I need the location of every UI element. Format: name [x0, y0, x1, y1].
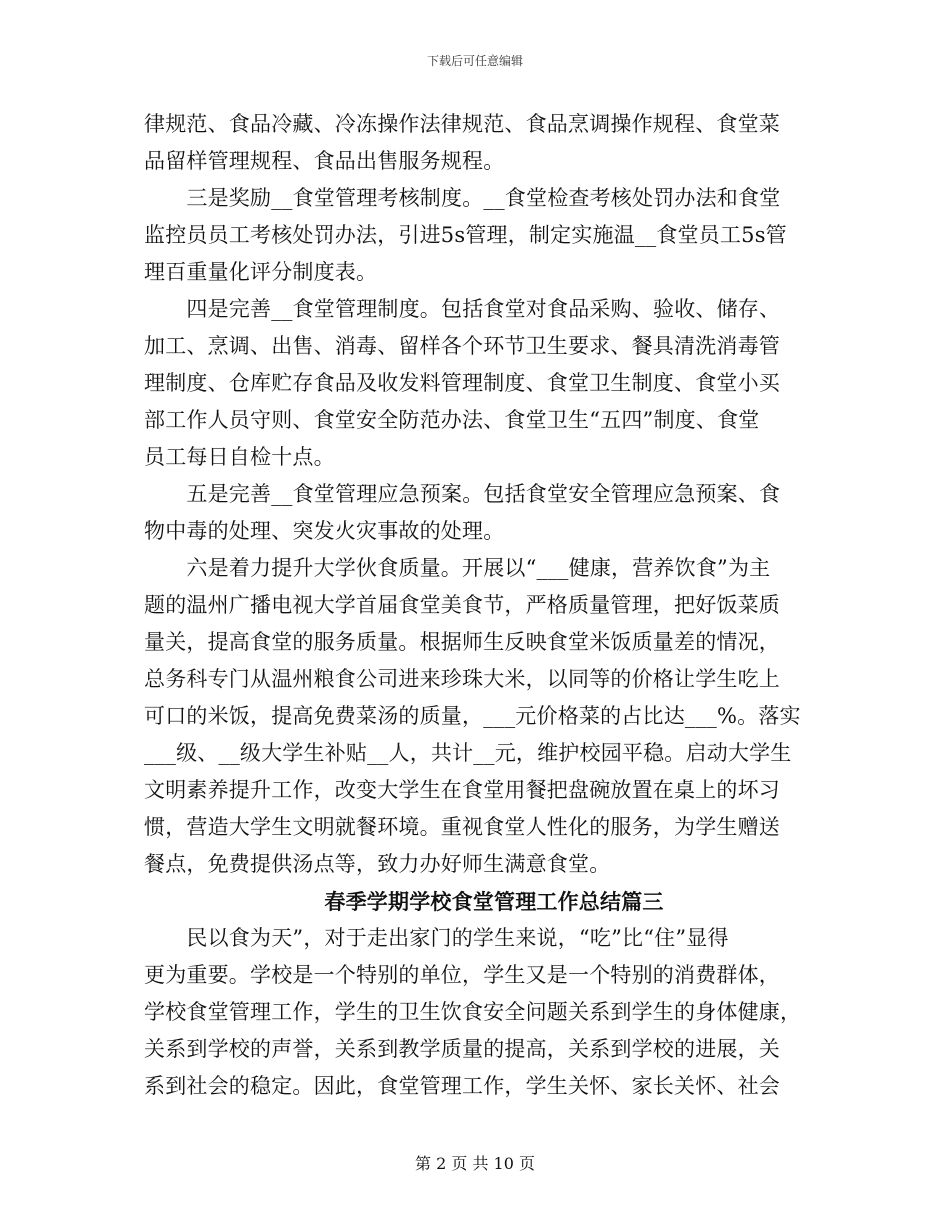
text-line: 律规范、食品冷藏、冷冻操作法律规范、食品烹调操作规程、食堂菜 [144, 112, 780, 136]
page-number: 第 2 页 共 10 页 [415, 1154, 535, 1173]
text-line: 四是完善__食堂管理制度。包括食堂对食品采购、验收、储存、 [144, 297, 781, 321]
text-line: 理制度、仓库贮存食品及收发料管理制度、食堂卫生制度、食堂小买 [144, 371, 780, 395]
text-line: 可口的米饭，提高免费菜汤的质量，___元价格菜的占比达___%。落实 [144, 704, 801, 728]
text-line: 加工、烹调、出售、消毒、留样各个环节卫生要求、餐具清洗消毒管 [144, 334, 780, 358]
text-line: 理百重量化评分制度表。 [144, 260, 378, 284]
text-line: 学校食堂管理工作，学生的卫生饮食安全问题关系到学生的身体健康， [144, 1000, 802, 1024]
document-body [144, 106, 804, 1105]
text-line: 五是完善__食堂管理应急预案。包括食堂安全管理应急预案、食 [144, 482, 781, 506]
text-line: 部工作人员守则、食堂安全防范办法、食堂卫生“五四”制度、食堂 [144, 408, 760, 432]
page-header: 下载后可任意编辑 [426, 54, 523, 68]
text-line: 关系到学校的声誉，关系到教学质量的提高，关系到学校的进展，关 [144, 1037, 780, 1061]
text-line: 总务科专门从温州粮食公司进来珍珠大米，以同等的价格让学生吃上 [144, 667, 780, 691]
text-line: 品留样管理规程、食品出售服务规程。 [144, 149, 505, 173]
text-line: 监控员员工考核处罚办法，引进5s管理，制定实施温__食堂员工5s管 [144, 223, 787, 247]
text-line: 三是奖励__食堂管理考核制度。__食堂检查考核处罚办法和食堂 [144, 186, 781, 210]
text-line: ___级、__级大学生补贴__人，共计__元，维护校园平稳。启动大学生 [144, 741, 792, 765]
section-heading: 春季学期学校食堂管理工作总结篇三 [324, 889, 664, 914]
text-line: 题的温州广播电视大学首届食堂美食节，严格质量管理，把好饭菜质 [144, 593, 780, 617]
text-line: 民以食为天”，对于走出家门的学生来说，“吃”比“住”显得 [144, 926, 729, 950]
text-line: 量关，提高食堂的服务质量。根据师生反映食堂米饭质量差的情况， [144, 630, 780, 654]
text-line: 六是着力提升大学伙食质量。开展以“___健康，营养饮食”为主 [144, 556, 771, 580]
text-line: 惯，营造大学生文明就餐环境。重视食堂人性化的服务，为学生赠送 [144, 815, 780, 839]
text-line: 物中毒的处理、突发火灾事故的处理。 [144, 519, 505, 543]
text-line: 文明素养提升工作，改变大学生在食堂用餐把盘碗放置在桌上的坏习 [144, 778, 780, 802]
text-line: 员工每日自检十点。 [144, 445, 335, 469]
text-line: 系到社会的稳定。因此，食堂管理工作，学生关怀、家长关怀、社会 [144, 1074, 780, 1098]
text-line: 更为重要。学校是一个特别的单位，学生又是一个特别的消费群体， [144, 963, 780, 987]
text-line: 餐点，免费提供汤点等，致力办好师生满意食堂。 [144, 852, 611, 876]
